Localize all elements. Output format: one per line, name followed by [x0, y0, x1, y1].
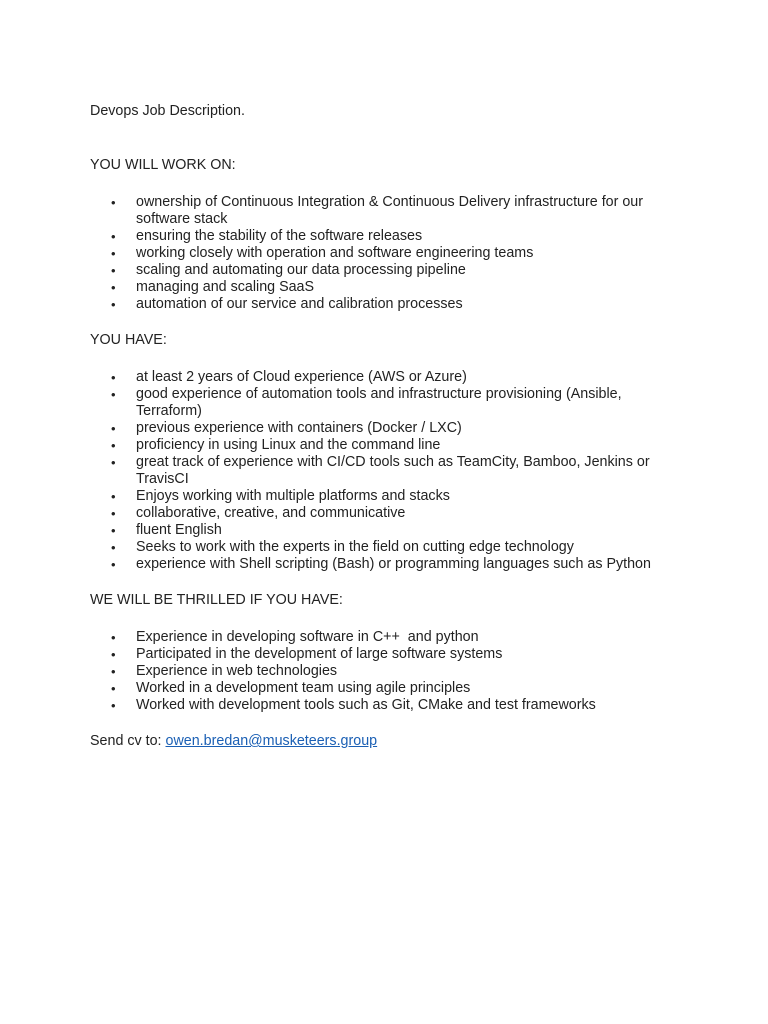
list-item: • Worked with development tools such as Git, CMake and test frameworks [111, 697, 596, 713]
bullet-icon: • [111, 681, 116, 696]
bullet-icon: • [111, 489, 116, 504]
list-item: • previous experience with containers (Docker / LXC) [111, 420, 462, 436]
document-body [90, 103, 690, 750]
bullet-icon: • [111, 506, 116, 521]
bullet-icon: • [111, 523, 116, 538]
list-item: • Participated in the development of large software systems [111, 646, 503, 662]
list-item: • working closely with operation and software engineering teams [111, 245, 534, 261]
document-title: Devops Job Description. [90, 103, 245, 119]
list-item: • collaborative, creative, and communicative [111, 505, 406, 521]
bullet-icon: • [111, 263, 116, 278]
contact-line [90, 733, 690, 750]
contact-label: Send cv to: [90, 733, 166, 749]
contact-email-link[interactable]: owen.bredan@musketeers.group [165, 733, 378, 749]
list-item: • experience with Shell scripting (Bash) or programming languages such as Python [111, 556, 651, 572]
list-item: • Worked in a development team using agile principles [111, 680, 471, 696]
bullet-icon: • [111, 229, 116, 244]
bullet-icon: • [111, 438, 116, 453]
bullet-icon: • [111, 630, 116, 645]
bullet-icon: • [111, 557, 116, 572]
bullet-icon: • [111, 540, 116, 555]
bullet-icon: • [111, 387, 116, 402]
list-item: • fluent English [111, 522, 222, 538]
list-item: • Enjoys working with multiple platforms and stacks [111, 488, 450, 504]
list-item: • Experience in web technologies [111, 663, 338, 679]
section-heading-thrilled: WE WILL BE THRILLED IF YOU HAVE: [90, 592, 343, 608]
list-item: • Seeks to work with the experts in the field on cutting edge technology [111, 539, 574, 555]
bullet-icon: • [111, 280, 116, 295]
bullet-icon: • [111, 647, 116, 662]
bullet-icon: • [111, 370, 116, 385]
list-item: • at least 2 years of Cloud experience (AWS or Azure) [111, 369, 467, 385]
list-item: • Experience in developing software in C++ and python [111, 629, 479, 645]
list-you-have [90, 369, 690, 573]
section-heading-you-have: YOU HAVE: [90, 332, 167, 348]
list-work-on [90, 194, 690, 313]
bullet-icon: • [111, 195, 116, 210]
section-heading-work-on: YOU WILL WORK ON: [90, 157, 236, 173]
list-thrilled [90, 629, 690, 714]
bullet-icon: • [111, 455, 116, 470]
bullet-icon: • [111, 297, 116, 312]
list-item: • ensuring the stability of the software releases [111, 228, 423, 244]
list-item: • proficiency in using Linux and the command line [111, 437, 441, 453]
bullet-icon: • [111, 246, 116, 261]
list-item: • good experience of automation tools and infrastructure provisioning (Ansible, Terraform) [111, 386, 622, 419]
bullet-icon: • [111, 664, 116, 679]
bullet-icon: • [111, 421, 116, 436]
list-item: • great track of experience with CI/CD tools such as TeamCity, Bamboo, Jenkins or TravisCI [111, 454, 650, 487]
list-item: • managing and scaling SaaS [111, 279, 315, 295]
list-item: • ownership of Continuous Integration & Continuous Delivery infrastructure for our software stack [111, 194, 644, 227]
list-item: • scaling and automating our data processing pipeline [111, 262, 466, 278]
list-item: • automation of our service and calibration processes [111, 296, 463, 312]
bullet-icon: • [111, 698, 116, 713]
